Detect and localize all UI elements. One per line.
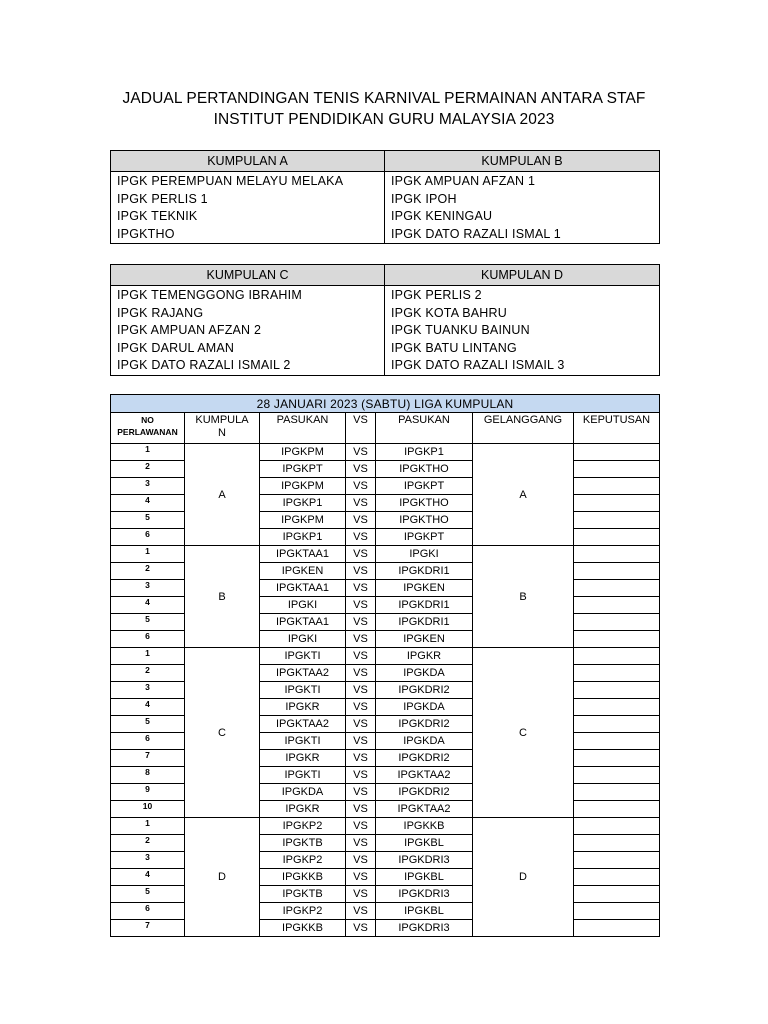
col-vs: VS bbox=[346, 413, 376, 444]
vs-label: VS bbox=[346, 733, 376, 750]
vs-label: VS bbox=[346, 920, 376, 937]
team-2: IPGKPT bbox=[376, 529, 473, 546]
vs-label: VS bbox=[346, 529, 376, 546]
col-team2: PASUKAN bbox=[376, 413, 473, 444]
team-2: IPGKR bbox=[376, 648, 473, 665]
schedule-body bbox=[111, 444, 660, 937]
col-group-line2: N bbox=[218, 427, 226, 439]
team-2: IPGKEN bbox=[376, 580, 473, 597]
match-number: 6 bbox=[111, 903, 185, 920]
match-result bbox=[574, 682, 660, 699]
vs-label: VS bbox=[346, 818, 376, 835]
match-result bbox=[574, 886, 660, 903]
match-result bbox=[574, 444, 660, 461]
vs-label: VS bbox=[346, 597, 376, 614]
team-2: IPGKTAA2 bbox=[376, 801, 473, 818]
match-row bbox=[111, 648, 660, 665]
match-number: 2 bbox=[111, 563, 185, 580]
match-number: 7 bbox=[111, 920, 185, 937]
group-b-team: IPGK DATO RAZALI ISMAL 1 bbox=[391, 226, 561, 241]
team-1: IPGKTI bbox=[260, 767, 346, 784]
team-1: IPGKPM bbox=[260, 478, 346, 495]
group-d-team: IPGK DATO RAZALI ISMAIL 3 bbox=[391, 358, 565, 372]
match-number: 2 bbox=[111, 461, 185, 478]
team-2: IPGKTHO bbox=[376, 512, 473, 529]
match-schedule-table bbox=[110, 394, 660, 937]
group-a-team: IPGK PERLIS 1 bbox=[117, 191, 208, 206]
match-result bbox=[574, 478, 660, 495]
team-1: IPGKKB bbox=[260, 869, 346, 886]
team-1: IPGKTI bbox=[260, 682, 346, 699]
title-line-2: INSTITUT PENDIDIKAN GURU MALAYSIA 2023 bbox=[213, 111, 555, 128]
match-group: C bbox=[185, 648, 260, 818]
schedule-heading: 28 JANUARI 2023 (SABTU) LIGA KUMPULAN bbox=[111, 395, 660, 413]
vs-label: VS bbox=[346, 716, 376, 733]
team-2: IPGKTHO bbox=[376, 495, 473, 512]
match-result bbox=[574, 529, 660, 546]
group-c-team: IPGK DATO RAZALI ISMAIL 2 bbox=[117, 358, 291, 372]
match-group: A bbox=[185, 444, 260, 546]
vs-label: VS bbox=[346, 682, 376, 699]
team-1: IPGKP1 bbox=[260, 495, 346, 512]
team-2: IPGKDRI3 bbox=[376, 852, 473, 869]
group-a-team: IPGK PEREMPUAN MELAYU MELAKA bbox=[117, 174, 344, 188]
group-d-teams bbox=[385, 286, 660, 376]
team-1: IPGKI bbox=[260, 597, 346, 614]
team-1: IPGKKB bbox=[260, 920, 346, 937]
vs-label: VS bbox=[346, 784, 376, 801]
col-match-no-line2: PERLAWANAN bbox=[117, 427, 178, 437]
team-1: IPGKTB bbox=[260, 886, 346, 903]
team-1: IPGKTB bbox=[260, 835, 346, 852]
team-1: IPGKP2 bbox=[260, 818, 346, 835]
team-2: IPGKDRI3 bbox=[376, 920, 473, 937]
col-result: KEPUTUSAN bbox=[574, 413, 660, 444]
team-1: IPGKPT bbox=[260, 461, 346, 478]
group-c-teams bbox=[111, 286, 385, 376]
team-2: IPGKBL bbox=[376, 869, 473, 886]
vs-label: VS bbox=[346, 614, 376, 631]
match-result bbox=[574, 512, 660, 529]
match-number: 6 bbox=[111, 529, 185, 546]
match-result bbox=[574, 920, 660, 937]
match-row bbox=[111, 818, 660, 835]
team-2: IPGKI bbox=[376, 546, 473, 563]
team-2: IPGKTHO bbox=[376, 461, 473, 478]
title-line-1: JADUAL PERTANDINGAN TENIS KARNIVAL PERMAINAN ANTARA STAF bbox=[122, 90, 646, 107]
groups-ab-table bbox=[110, 150, 660, 244]
group-b-teams bbox=[385, 172, 660, 244]
team-1: IPGKTAA1 bbox=[260, 614, 346, 631]
team-2: IPGKDA bbox=[376, 665, 473, 682]
team-1: IPGKTAA1 bbox=[260, 580, 346, 597]
team-2: IPGKDRI1 bbox=[376, 597, 473, 614]
match-number: 3 bbox=[111, 580, 185, 597]
match-number: 6 bbox=[111, 733, 185, 750]
team-2: IPGKDRI2 bbox=[376, 750, 473, 767]
vs-label: VS bbox=[346, 546, 376, 563]
col-group bbox=[185, 413, 260, 444]
group-d-team: IPGK PERLIS 2 bbox=[391, 288, 482, 302]
team-1: IPGKDA bbox=[260, 784, 346, 801]
vs-label: VS bbox=[346, 444, 376, 461]
vs-label: VS bbox=[346, 699, 376, 716]
col-group-line1: KUMPULA bbox=[195, 414, 249, 426]
match-number: 2 bbox=[111, 835, 185, 852]
match-result bbox=[574, 733, 660, 750]
col-team1: PASUKAN bbox=[260, 413, 346, 444]
team-1: IPGKPM bbox=[260, 444, 346, 461]
team-1: IPGKI bbox=[260, 631, 346, 648]
match-number: 4 bbox=[111, 699, 185, 716]
team-1: IPGKR bbox=[260, 750, 346, 767]
group-a-header: KUMPULAN A bbox=[111, 151, 385, 172]
match-number: 5 bbox=[111, 614, 185, 631]
col-court: GELANGGANG bbox=[473, 413, 574, 444]
col-match-no-line1: NO bbox=[141, 415, 154, 425]
match-result bbox=[574, 903, 660, 920]
match-group: B bbox=[185, 546, 260, 648]
match-number: 2 bbox=[111, 665, 185, 682]
match-number: 1 bbox=[111, 546, 185, 563]
match-group: D bbox=[185, 818, 260, 937]
group-c-team: IPGK AMPUAN AFZAN 2 bbox=[117, 323, 262, 337]
group-b-team: IPGK KENINGAU bbox=[391, 209, 493, 223]
group-b-team: IPGK AMPUAN AFZAN 1 bbox=[391, 174, 536, 188]
team-2: IPGKP1 bbox=[376, 444, 473, 461]
team-1: IPGKP1 bbox=[260, 529, 346, 546]
match-court: B bbox=[473, 546, 574, 648]
team-1: IPGKP2 bbox=[260, 903, 346, 920]
match-row bbox=[111, 546, 660, 563]
vs-label: VS bbox=[346, 886, 376, 903]
match-result bbox=[574, 614, 660, 631]
team-2: IPGKDRI1 bbox=[376, 563, 473, 580]
match-result bbox=[574, 716, 660, 733]
match-result bbox=[574, 767, 660, 784]
match-number: 3 bbox=[111, 852, 185, 869]
vs-label: VS bbox=[346, 648, 376, 665]
vs-label: VS bbox=[346, 512, 376, 529]
match-result bbox=[574, 648, 660, 665]
vs-label: VS bbox=[346, 580, 376, 597]
team-2: IPGKDRI2 bbox=[376, 682, 473, 699]
group-c-header: KUMPULAN C bbox=[111, 265, 385, 286]
team-2: IPGKDA bbox=[376, 733, 473, 750]
match-court: A bbox=[473, 444, 574, 546]
group-b-team: IPGK IPOH bbox=[391, 191, 457, 206]
col-match-no bbox=[111, 413, 185, 444]
match-number: 1 bbox=[111, 444, 185, 461]
match-result bbox=[574, 784, 660, 801]
team-1: IPGKEN bbox=[260, 563, 346, 580]
group-c-team: IPGK DARUL AMAN bbox=[117, 340, 235, 355]
vs-label: VS bbox=[346, 631, 376, 648]
match-result bbox=[574, 852, 660, 869]
match-number: 1 bbox=[111, 818, 185, 835]
match-court: D bbox=[473, 818, 574, 937]
group-d-team: IPGK KOTA BAHRU bbox=[391, 305, 507, 320]
document-title bbox=[0, 88, 768, 130]
vs-label: VS bbox=[346, 563, 376, 580]
match-result bbox=[574, 546, 660, 563]
group-c-team: IPGK TEMENGGONG IBRAHIM bbox=[117, 288, 302, 302]
match-court: C bbox=[473, 648, 574, 818]
vs-label: VS bbox=[346, 869, 376, 886]
match-number: 7 bbox=[111, 750, 185, 767]
match-number: 5 bbox=[111, 716, 185, 733]
team-2: IPGKBL bbox=[376, 835, 473, 852]
team-1: IPGKTI bbox=[260, 648, 346, 665]
match-result bbox=[574, 597, 660, 614]
team-2: IPGKDRI3 bbox=[376, 886, 473, 903]
group-d-team: IPGK TUANKU BAINUN bbox=[391, 323, 530, 337]
team-1: IPGKP2 bbox=[260, 852, 346, 869]
team-2: IPGKDRI2 bbox=[376, 784, 473, 801]
match-number: 4 bbox=[111, 495, 185, 512]
match-number: 1 bbox=[111, 648, 185, 665]
team-1: IPGKTAA1 bbox=[260, 546, 346, 563]
team-1: IPGKR bbox=[260, 801, 346, 818]
match-number: 6 bbox=[111, 631, 185, 648]
match-number: 3 bbox=[111, 478, 185, 495]
match-result bbox=[574, 563, 660, 580]
match-result bbox=[574, 580, 660, 597]
match-number: 4 bbox=[111, 869, 185, 886]
team-1: IPGKPM bbox=[260, 512, 346, 529]
group-d-team: IPGK BATU LINTANG bbox=[391, 340, 517, 355]
match-result bbox=[574, 801, 660, 818]
team-2: IPGKTAA2 bbox=[376, 767, 473, 784]
team-2: IPGKDRI2 bbox=[376, 716, 473, 733]
match-number: 9 bbox=[111, 784, 185, 801]
group-b-header: KUMPULAN B bbox=[385, 151, 660, 172]
vs-label: VS bbox=[346, 835, 376, 852]
match-result bbox=[574, 835, 660, 852]
group-a-teams bbox=[111, 172, 385, 244]
match-result bbox=[574, 631, 660, 648]
vs-label: VS bbox=[346, 478, 376, 495]
match-number: 10 bbox=[111, 801, 185, 818]
group-a-team: IPGK TEKNIK bbox=[117, 209, 198, 223]
vs-label: VS bbox=[346, 852, 376, 869]
team-2: IPGKBL bbox=[376, 903, 473, 920]
match-number: 8 bbox=[111, 767, 185, 784]
match-result bbox=[574, 495, 660, 512]
vs-label: VS bbox=[346, 750, 376, 767]
team-2: IPGKKB bbox=[376, 818, 473, 835]
match-number: 4 bbox=[111, 597, 185, 614]
vs-label: VS bbox=[346, 495, 376, 512]
team-1: IPGKTAA2 bbox=[260, 716, 346, 733]
vs-label: VS bbox=[346, 665, 376, 682]
match-result bbox=[574, 699, 660, 716]
team-1: IPGKTAA2 bbox=[260, 665, 346, 682]
group-c-team: IPGK RAJANG bbox=[117, 305, 204, 320]
team-1: IPGKTI bbox=[260, 733, 346, 750]
group-a-team: IPGKTHO bbox=[117, 226, 175, 241]
match-number: 3 bbox=[111, 682, 185, 699]
match-row bbox=[111, 444, 660, 461]
vs-label: VS bbox=[346, 801, 376, 818]
team-2: IPGKDA bbox=[376, 699, 473, 716]
team-2: IPGKEN bbox=[376, 631, 473, 648]
vs-label: VS bbox=[346, 767, 376, 784]
match-result bbox=[574, 869, 660, 886]
match-result bbox=[574, 818, 660, 835]
group-d-header: KUMPULAN D bbox=[385, 265, 660, 286]
team-1: IPGKR bbox=[260, 699, 346, 716]
match-result bbox=[574, 665, 660, 682]
match-result bbox=[574, 750, 660, 767]
team-2: IPGKPT bbox=[376, 478, 473, 495]
match-number: 5 bbox=[111, 886, 185, 903]
groups-cd-table bbox=[110, 264, 660, 376]
vs-label: VS bbox=[346, 903, 376, 920]
team-2: IPGKDRI1 bbox=[376, 614, 473, 631]
match-result bbox=[574, 461, 660, 478]
vs-label: VS bbox=[346, 461, 376, 478]
match-number: 5 bbox=[111, 512, 185, 529]
